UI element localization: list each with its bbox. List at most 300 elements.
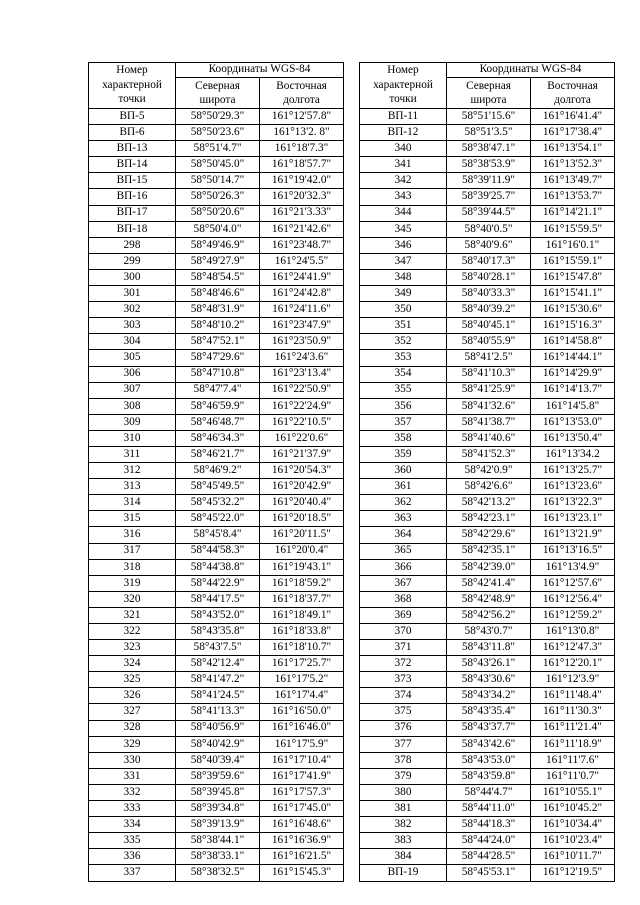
longitude-header: Восточная долгота [260,78,344,109]
point-number-cell: 303 [89,318,176,334]
longitude-cell: 161°19'42.0" [260,173,344,189]
longitude-cell: 161°12'56.4" [531,591,615,607]
table-row [360,302,615,318]
table-row [360,414,615,430]
point-number-cell: 331 [89,768,176,784]
point-number-cell: 373 [360,672,447,688]
table-row [360,350,615,366]
point-number-cell: 330 [89,752,176,768]
table-row [360,624,615,640]
table-row [89,833,344,849]
table-row [360,334,615,350]
latitude-cell: 58°49'46.9" [176,237,260,253]
latitude-cell: 58°41'40.6" [447,430,531,446]
longitude-cell: 161°17'41.9" [260,768,344,784]
table-row [89,768,344,784]
point-number-cell: 372 [360,656,447,672]
table-row [360,446,615,462]
point-number-cell: 327 [89,704,176,720]
point-number-cell: 363 [360,511,447,527]
point-number-cell: 305 [89,350,176,366]
coordinate-system-header: Координаты WGS-84 [176,63,344,78]
latitude-cell: 58°48'31.9" [176,302,260,318]
table-row [89,237,344,253]
latitude-cell: 58°50'23.6" [176,125,260,141]
latitude-cell: 58°39'11.9" [447,173,531,189]
longitude-cell: 161°17'57.3" [260,784,344,800]
table-row [360,157,615,173]
latitude-cell: 58°40'55.9" [447,334,531,350]
point-number-cell: 314 [89,495,176,511]
table-row [89,784,344,800]
longitude-cell: 161°11'21.4" [531,720,615,736]
latitude-cell: 58°39'13.9" [176,817,260,833]
point-number-cell: 376 [360,720,447,736]
point-number-cell: 378 [360,752,447,768]
longitude-cell: 161°17'10.4" [260,752,344,768]
latitude-cell: 58°46'9.2" [176,463,260,479]
point-number-cell: 308 [89,398,176,414]
latitude-cell: 58°38'47.1" [447,141,531,157]
latitude-cell: 58°44'22.9" [176,575,260,591]
table-row [360,205,615,221]
latitude-cell: 58°44'38.8" [176,559,260,575]
point-number-cell: 371 [360,640,447,656]
table-row [89,205,344,221]
latitude-cell: 58°42'6.6" [447,479,531,495]
latitude-cell: 58°42'13.2" [447,495,531,511]
longitude-cell: 161°20'32.3" [260,189,344,205]
longitude-cell: 161°13'21.9" [531,527,615,543]
table-row [360,833,615,849]
latitude-cell: 58°45'32.2" [176,495,260,511]
latitude-cell: 58°46'48.7" [176,414,260,430]
longitude-cell: 161°12'3.9" [531,672,615,688]
longitude-cell: 161°24'3.6" [260,350,344,366]
point-number-cell: 326 [89,688,176,704]
longitude-cell: 161°23'48.7" [260,237,344,253]
longitude-cell: 161°13'23.6" [531,479,615,495]
longitude-cell: 161°11'7.6" [531,752,615,768]
table-row [89,109,344,125]
latitude-cell: 58°45'8.4" [176,527,260,543]
point-number-cell: 360 [360,463,447,479]
longitude-cell: 161°18'49.1" [260,607,344,623]
point-number-cell: 380 [360,784,447,800]
table-row [89,801,344,817]
latitude-cell: 58°44'18.3" [447,817,531,833]
point-number-cell: ВП-12 [360,125,447,141]
longitude-cell: 161°23'50.9" [260,334,344,350]
longitude-cell: 161°20'0.4" [260,543,344,559]
table-row [360,286,615,302]
longitude-cell: 161°10'11.7" [531,849,615,865]
latitude-cell: 58°40'28.1" [447,269,531,285]
point-number-cell: 379 [360,768,447,784]
latitude-cell: 58°42'0.9" [447,463,531,479]
longitude-cell: 161°15'41.1" [531,286,615,302]
table-row [89,350,344,366]
point-number-cell: 344 [360,205,447,221]
longitude-cell: 161°14'13.7" [531,382,615,398]
point-number-cell: 354 [360,366,447,382]
latitude-cell: 58°48'46.6" [176,286,260,302]
table-row [89,446,344,462]
table-row [360,269,615,285]
point-number-cell: 302 [89,302,176,318]
table-row [360,817,615,833]
table-row [360,221,615,237]
point-number-cell: 368 [360,591,447,607]
point-number-cell: ВП-19 [360,865,447,881]
latitude-cell: 58°44'28.5" [447,849,531,865]
longitude-cell: 161°15'47.8" [531,269,615,285]
point-number-cell: 375 [360,704,447,720]
point-number-cell: ВП-5 [89,109,176,125]
point-number-cell: ВП-11 [360,109,447,125]
longitude-cell: 161°11'30.3" [531,704,615,720]
latitude-cell: 58°42'35.1" [447,543,531,559]
longitude-cell: 161°18'33.8" [260,624,344,640]
longitude-cell: 161°16'41.4" [531,109,615,125]
longitude-cell: 161°13'16.5" [531,543,615,559]
longitude-cell: 161°22'10.5" [260,414,344,430]
longitude-cell: 161°21'37.9" [260,446,344,462]
latitude-cell: 58°44'17.5" [176,591,260,607]
latitude-cell: 58°49'27.9" [176,253,260,269]
longitude-cell: 161°14'29.9" [531,366,615,382]
table-row [89,607,344,623]
table-row [89,543,344,559]
latitude-cell: 58°40'56.9" [176,720,260,736]
point-number-cell: 304 [89,334,176,350]
longitude-cell: 161°14'21.1" [531,205,615,221]
point-number-cell: 329 [89,736,176,752]
longitude-cell: 161°15'16.3" [531,318,615,334]
latitude-cell: 58°42'56.2" [447,607,531,623]
latitude-cell: 58°41'13.3" [176,704,260,720]
latitude-cell: 58°41'52.3" [447,446,531,462]
longitude-cell: 161°21'3.33" [260,205,344,221]
point-number-cell: 300 [89,269,176,285]
latitude-cell: 58°43'42.6" [447,736,531,752]
point-number-cell: 335 [89,833,176,849]
table-row [89,125,344,141]
latitude-cell: 58°40'17.3" [447,253,531,269]
latitude-cell: 58°41'47.2" [176,672,260,688]
point-number-cell: 312 [89,463,176,479]
point-number-cell: 307 [89,382,176,398]
latitude-cell: 58°40'0.5" [447,221,531,237]
longitude-cell: 161°13'52.3" [531,157,615,173]
longitude-cell: 161°16'48.6" [260,817,344,833]
latitude-cell: 58°47'29.6" [176,350,260,366]
longitude-cell: 161°10'34.4" [531,817,615,833]
point-number-cell: 362 [360,495,447,511]
longitude-cell: 161°17'38.4" [531,125,615,141]
point-number-cell: 306 [89,366,176,382]
table-row [89,286,344,302]
point-number-cell: 364 [360,527,447,543]
longitude-cell: 161°12'57.6" [531,575,615,591]
point-number-cell: 356 [360,398,447,414]
point-number-cell: 316 [89,527,176,543]
longitude-cell: 161°20'11.5" [260,527,344,543]
table-row [89,736,344,752]
point-number-cell: 381 [360,801,447,817]
longitude-cell: 161°13'2. 8" [260,125,344,141]
table-row [89,656,344,672]
table-row [360,768,615,784]
table-row [360,688,615,704]
longitude-cell: 161°20'42.9" [260,479,344,495]
longitude-cell: 161°10'45.2" [531,801,615,817]
latitude-cell: 58°48'54.5" [176,269,260,285]
point-number-cell: 342 [360,173,447,189]
point-number-cell: 324 [89,656,176,672]
longitude-header: Восточная долгота [531,78,615,109]
point-number-cell: ВП-15 [89,173,176,189]
latitude-cell: 58°41'10.3" [447,366,531,382]
longitude-cell: 161°12'20.1" [531,656,615,672]
longitude-cell: 161°16'21.5" [260,849,344,865]
table-row [89,221,344,237]
table-row [360,704,615,720]
point-number-cell: 359 [360,446,447,462]
point-number-cell: 346 [360,237,447,253]
longitude-cell: 161°13'50.4" [531,430,615,446]
table-row [360,109,615,125]
table-row [360,849,615,865]
longitude-cell: 161°13'53.0" [531,414,615,430]
longitude-cell: 161°17'5.9" [260,736,344,752]
longitude-cell: 161°18'57.7" [260,157,344,173]
table-row [89,624,344,640]
table-row [89,640,344,656]
latitude-cell: 58°44'11.0" [447,801,531,817]
longitude-cell: 161°17'25.7" [260,656,344,672]
latitude-cell: 58°43'0.7" [447,624,531,640]
longitude-cell: 161°16'36.9" [260,833,344,849]
table-row [89,302,344,318]
latitude-cell: 58°46'34.3" [176,430,260,446]
longitude-cell: 161°20'18.5" [260,511,344,527]
point-number-cell: 315 [89,511,176,527]
longitude-cell: 161°24'42.8" [260,286,344,302]
table-row [89,398,344,414]
point-number-cell: 340 [360,141,447,157]
longitude-cell: 161°22'0.6" [260,430,344,446]
latitude-cell: 58°47'52.1" [176,334,260,350]
point-number-cell: 343 [360,189,447,205]
table-row [89,720,344,736]
table-row [89,463,344,479]
point-number-cell: 350 [360,302,447,318]
point-number-cell: ВП-16 [89,189,176,205]
longitude-cell: 161°17'45.0" [260,801,344,817]
latitude-cell: 58°44'4.7" [447,784,531,800]
point-number-cell: ВП-14 [89,157,176,173]
latitude-cell: 58°50'20.6" [176,205,260,221]
longitude-cell: 161°11'18.9" [531,736,615,752]
point-number-cell: 341 [360,157,447,173]
table-body-right [360,109,615,882]
latitude-cell: 58°45'22.0" [176,511,260,527]
latitude-cell: 58°38'53.9" [447,157,531,173]
longitude-cell: 161°15'45.3" [260,865,344,881]
latitude-cell: 58°43'7.5" [176,640,260,656]
table-row [360,559,615,575]
table-row [360,607,615,623]
longitude-cell: 161°13'34.2 [531,446,615,462]
table-row [89,382,344,398]
longitude-cell: 161°13'4.9" [531,559,615,575]
longitude-cell: 161°16'0.1" [531,237,615,253]
point-number-cell: 374 [360,688,447,704]
longitude-cell: 161°15'30.6" [531,302,615,318]
point-number-cell: 369 [360,607,447,623]
latitude-cell: 58°38'33.1" [176,849,260,865]
table-row [360,495,615,511]
latitude-cell: 58°42'48.9" [447,591,531,607]
point-number-cell: 323 [89,640,176,656]
longitude-cell: 161°22'24.9" [260,398,344,414]
longitude-cell: 161°24'11.6" [260,302,344,318]
table-row [360,189,615,205]
point-number-cell: 353 [360,350,447,366]
point-number-cell: 301 [89,286,176,302]
table-row [89,334,344,350]
latitude-cell: 58°39'34.8" [176,801,260,817]
table-row [360,382,615,398]
table-row [360,865,615,881]
longitude-cell: 161°11'0.7" [531,768,615,784]
latitude-cell: 58°50'4.0" [176,221,260,237]
point-number-cell: 328 [89,720,176,736]
longitude-cell: 161°17'4.4" [260,688,344,704]
latitude-cell: 58°47'7.4" [176,382,260,398]
latitude-header: Северная широта [447,78,531,109]
latitude-cell: 58°39'25.7" [447,189,531,205]
latitude-cell: 58°46'59.9" [176,398,260,414]
latitude-cell: 58°50'45.0" [176,157,260,173]
latitude-cell: 58°51'15.6" [447,109,531,125]
point-number-cell: 348 [360,269,447,285]
coordinates-table-left [88,62,344,882]
table-row [360,366,615,382]
table-row [360,801,615,817]
longitude-cell: 161°24'41.9" [260,269,344,285]
table-row [360,591,615,607]
table-row [89,141,344,157]
longitude-cell: 161°19'43.1" [260,559,344,575]
latitude-cell: 58°39'45.8" [176,784,260,800]
table-row [360,672,615,688]
table-row [89,318,344,334]
longitude-cell: 161°12'19.5" [531,865,615,881]
table-row [360,173,615,189]
point-number-cell: 345 [360,221,447,237]
longitude-cell: 161°23'13.4" [260,366,344,382]
longitude-cell: 161°18'37.7" [260,591,344,607]
latitude-cell: 58°40'45.1" [447,318,531,334]
longitude-cell: 161°15'59.1" [531,253,615,269]
table-row [89,704,344,720]
point-number-cell: 347 [360,253,447,269]
point-number-cell: 370 [360,624,447,640]
table-row [89,817,344,833]
coordinates-table-right [359,62,615,882]
latitude-cell: 58°42'41.4" [447,575,531,591]
point-number-cell: 309 [89,414,176,430]
longitude-cell: 161°14'5.8" [531,398,615,414]
latitude-cell: 58°43'53.0" [447,752,531,768]
point-number-cell: 298 [89,237,176,253]
longitude-cell: 161°23'47.9" [260,318,344,334]
latitude-cell: 58°50'29.3" [176,109,260,125]
longitude-cell: 161°15'59.5" [531,221,615,237]
table-row [89,672,344,688]
point-number-cell: 322 [89,624,176,640]
latitude-cell: 58°43'35.4" [447,704,531,720]
latitude-cell: 58°50'14.7" [176,173,260,189]
latitude-cell: 58°40'39.2" [447,302,531,318]
latitude-cell: 58°40'9.6" [447,237,531,253]
table-row [89,269,344,285]
longitude-cell: 161°13'54.1" [531,141,615,157]
point-number-cell: 383 [360,833,447,849]
table-row [360,237,615,253]
table-row [360,575,615,591]
longitude-cell: 161°18'7.3" [260,141,344,157]
point-number-cell: 313 [89,479,176,495]
point-number-header: Номер характерной точки [89,63,176,109]
longitude-cell: 161°14'44.1" [531,350,615,366]
latitude-cell: 58°43'37.7" [447,720,531,736]
latitude-cell: 58°43'34.2" [447,688,531,704]
point-number-cell: 377 [360,736,447,752]
table-row [360,125,615,141]
table-row [360,720,615,736]
latitude-cell: 58°51'4.7" [176,141,260,157]
point-number-cell: 318 [89,559,176,575]
table-row [360,543,615,559]
table-row [89,591,344,607]
point-number-cell: 349 [360,286,447,302]
table-row [89,752,344,768]
table-row [89,688,344,704]
table-row [360,511,615,527]
point-number-cell: 352 [360,334,447,350]
latitude-cell: 58°42'29.6" [447,527,531,543]
longitude-cell: 161°18'59.2" [260,575,344,591]
table-row [89,157,344,173]
latitude-cell: 58°50'26.3" [176,189,260,205]
latitude-cell: 58°41'38.7" [447,414,531,430]
latitude-cell: 58°44'58.3" [176,543,260,559]
latitude-cell: 58°38'44.1" [176,833,260,849]
table-row [360,253,615,269]
longitude-cell: 161°13'49.7" [531,173,615,189]
point-number-header: Номер характерной точки [360,63,447,109]
table-body-left [89,109,344,882]
longitude-cell: 161°20'54.3" [260,463,344,479]
longitude-cell: 161°11'48.4" [531,688,615,704]
point-number-cell: 321 [89,607,176,623]
table-row [360,141,615,157]
table-row [89,495,344,511]
table-row [360,463,615,479]
